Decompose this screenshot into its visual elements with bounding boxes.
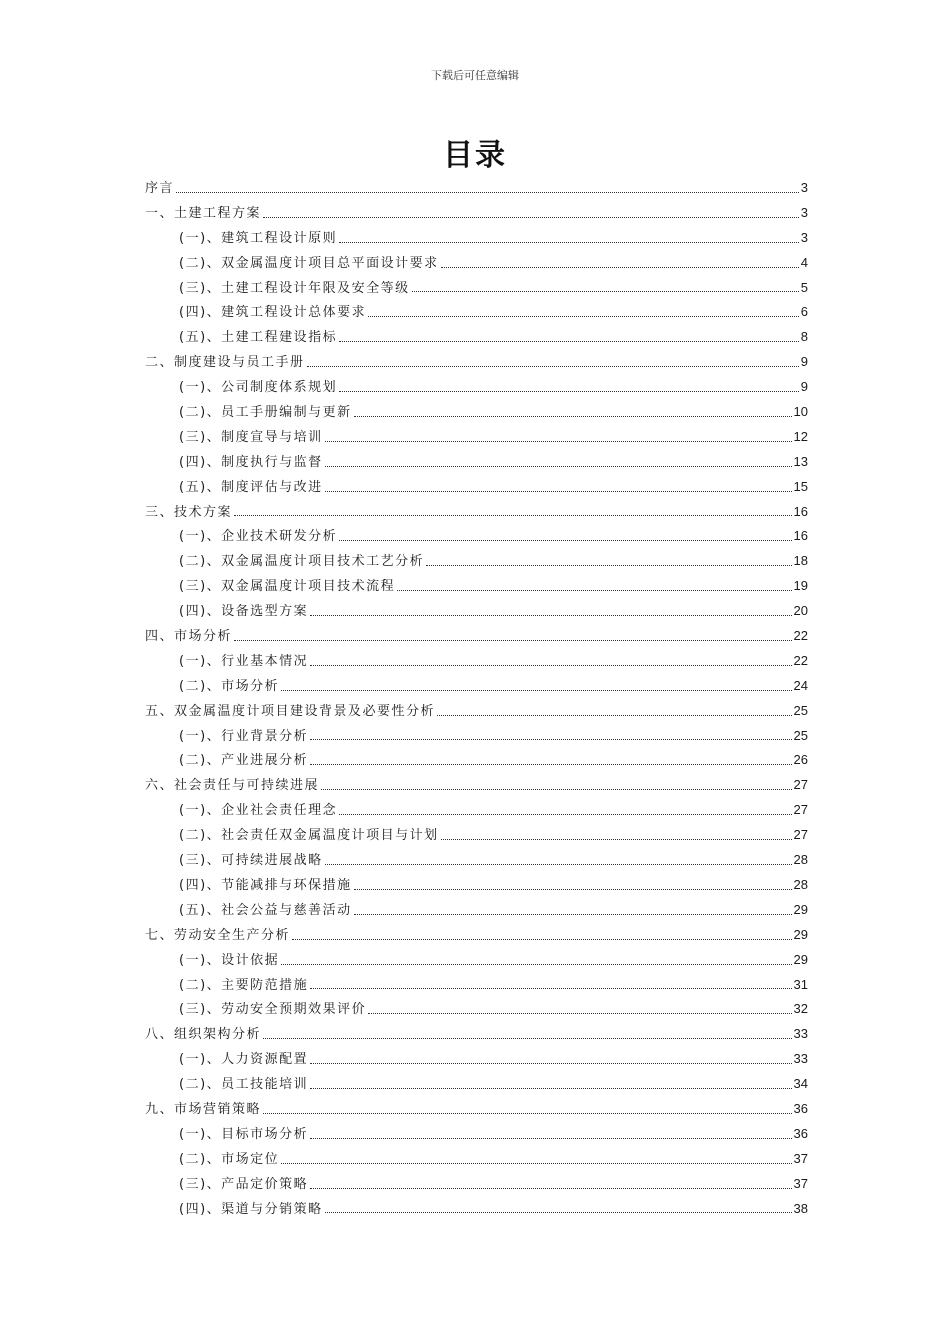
toc-entry[interactable] — [145, 724, 808, 749]
toc-entry[interactable] — [145, 549, 808, 574]
toc-entry-label: 五、双金属温度计项目建设背景及必要性分析 — [145, 703, 436, 719]
toc-entry-label: (四)、节能减排与环保措施 — [179, 877, 352, 893]
toc-entry-label: (三)、产品定价策略 — [179, 1176, 309, 1192]
toc-entry-label: (一)、企业技术研发分析 — [179, 529, 338, 545]
toc-entry-label: (二)、双金属温度计项目技术工艺分析 — [179, 554, 425, 570]
toc-dot-leader — [310, 987, 791, 989]
toc-dot-leader — [310, 664, 791, 666]
toc-entry-page-number: 28 — [793, 852, 808, 868]
toc-entry-label: (一)、设计依据 — [179, 952, 280, 968]
toc-entry-label: 三、技术方案 — [145, 504, 233, 520]
toc-entry-label: (一)、企业社会责任理念 — [179, 803, 338, 819]
toc-entry-page-number: 37 — [793, 1150, 808, 1166]
toc-dot-leader — [426, 564, 791, 566]
toc-dot-leader — [339, 340, 799, 342]
toc-entry[interactable] — [145, 1197, 808, 1222]
toc-dot-leader — [234, 514, 792, 516]
toc-entry-label: (二)、主要防范措施 — [179, 977, 309, 993]
toc-entry[interactable] — [145, 1097, 808, 1122]
toc-entry-page-number: 36 — [793, 1100, 808, 1116]
toc-entry-label: (二)、员工技能培训 — [179, 1077, 309, 1093]
toc-entry-page-number: 13 — [793, 453, 808, 469]
toc-entry-page-number: 3 — [800, 229, 808, 245]
toc-entry-page-number: 10 — [793, 404, 808, 420]
toc-dot-leader — [176, 191, 799, 193]
toc-entry[interactable] — [145, 1047, 808, 1072]
toc-entry-page-number: 20 — [793, 603, 808, 619]
toc-dot-leader — [354, 913, 792, 915]
toc-entry-page-number: 29 — [793, 901, 808, 917]
toc-dot-leader — [292, 938, 792, 940]
toc-entry[interactable] — [145, 425, 808, 450]
toc-entry-page-number: 28 — [793, 876, 808, 892]
toc-entry-label: (一)、目标市场分析 — [179, 1126, 309, 1142]
toc-entry[interactable] — [145, 873, 808, 898]
toc-entry-page-number: 29 — [793, 951, 808, 967]
toc-entry-label: (二)、市场分析 — [179, 678, 280, 694]
toc-dot-leader — [310, 763, 791, 765]
toc-entry-label: 四、市场分析 — [145, 629, 233, 645]
toc-entry[interactable] — [145, 201, 808, 226]
toc-entry[interactable] — [145, 251, 808, 276]
toc-entry-label: (一)、公司制度体系规划 — [179, 380, 338, 396]
toc-entry-page-number: 32 — [793, 1001, 808, 1017]
toc-entry-page-number: 27 — [793, 802, 808, 818]
toc-dot-leader — [437, 714, 792, 716]
table-of-contents — [145, 176, 808, 1221]
toc-entry-label: (五)、土建工程建设指标 — [179, 330, 338, 346]
toc-entry[interactable] — [145, 300, 808, 325]
toc-entry[interactable] — [145, 1122, 808, 1147]
toc-dot-leader — [339, 813, 791, 815]
toc-entry-label: (三)、双金属温度计项目技术流程 — [179, 579, 396, 595]
toc-entry[interactable] — [145, 948, 808, 973]
toc-entry[interactable] — [145, 748, 808, 773]
toc-entry-label: 一、土建工程方案 — [145, 205, 262, 221]
toc-dot-leader — [441, 266, 799, 268]
toc-entry-page-number: 16 — [793, 528, 808, 544]
toc-dot-leader — [234, 639, 792, 641]
toc-entry-label: (四)、设备选型方案 — [179, 604, 309, 620]
toc-entry-label: (二)、员工手册编制与更新 — [179, 405, 352, 421]
toc-dot-leader — [310, 614, 791, 616]
toc-dot-leader — [263, 216, 799, 218]
toc-dot-leader — [310, 1187, 791, 1189]
toc-entry-page-number: 24 — [793, 677, 808, 693]
toc-entry[interactable] — [145, 923, 808, 948]
toc-entry[interactable] — [145, 574, 808, 599]
toc-entry-page-number: 38 — [793, 1200, 808, 1216]
toc-dot-leader — [325, 1211, 792, 1213]
toc-dot-leader — [281, 1162, 791, 1164]
toc-entry-page-number: 37 — [793, 1175, 808, 1191]
toc-dot-leader — [441, 838, 792, 840]
toc-entry-page-number: 9 — [800, 379, 808, 395]
toc-dot-leader — [310, 738, 791, 740]
toc-entry[interactable] — [145, 798, 808, 823]
toc-entry-page-number: 18 — [793, 553, 808, 569]
toc-dot-leader — [321, 788, 792, 790]
toc-entry-page-number: 19 — [793, 578, 808, 594]
toc-dot-leader — [310, 1087, 791, 1089]
toc-entry-page-number: 34 — [793, 1076, 808, 1092]
toc-dot-leader — [310, 1137, 791, 1139]
toc-dot-leader — [263, 1037, 792, 1039]
toc-entry[interactable] — [145, 276, 808, 301]
toc-dot-leader — [307, 365, 799, 367]
toc-entry[interactable] — [145, 375, 808, 400]
toc-entry[interactable] — [145, 848, 808, 873]
toc-entry-label: (三)、制度宣导与培训 — [179, 429, 323, 445]
toc-entry-label: (四)、渠道与分销策略 — [179, 1201, 323, 1217]
toc-entry-page-number: 5 — [800, 279, 808, 295]
toc-entry[interactable] — [145, 599, 808, 624]
toc-dot-leader — [412, 290, 799, 292]
toc-entry[interactable] — [145, 524, 808, 549]
toc-entry-page-number: 16 — [793, 503, 808, 519]
toc-dot-leader — [368, 1012, 791, 1014]
toc-entry[interactable] — [145, 624, 808, 649]
page-title: 目录 — [443, 138, 507, 173]
toc-entry-label: (五)、制度评估与改进 — [179, 479, 323, 495]
toc-entry-page-number: 9 — [800, 354, 808, 370]
toc-dot-leader — [325, 863, 792, 865]
toc-entry-label: (五)、社会公益与慈善活动 — [179, 902, 352, 918]
toc-entry-page-number: 8 — [800, 329, 808, 345]
toc-entry[interactable] — [145, 400, 808, 425]
toc-entry[interactable] — [145, 450, 808, 475]
toc-entry-page-number: 22 — [793, 652, 808, 668]
header-note: 下载后可任意编辑 — [431, 69, 519, 82]
toc-dot-leader — [310, 1062, 791, 1064]
toc-entry[interactable] — [145, 898, 808, 923]
toc-entry-page-number: 25 — [793, 702, 808, 718]
toc-entry-page-number: 27 — [793, 777, 808, 793]
toc-entry[interactable] — [145, 699, 808, 724]
toc-entry-page-number: 3 — [800, 180, 808, 195]
toc-entry-label: 二、制度建设与员工手册 — [145, 355, 305, 371]
toc-entry-page-number: 12 — [793, 428, 808, 444]
toc-entry-page-number: 15 — [793, 478, 808, 494]
toc-entry-page-number: 31 — [793, 976, 808, 992]
toc-dot-leader — [339, 241, 799, 243]
toc-dot-leader — [325, 440, 792, 442]
toc-dot-leader — [368, 315, 799, 317]
toc-entry-label: (一)、建筑工程设计原则 — [179, 230, 338, 246]
toc-entry-label: 八、组织架构分析 — [145, 1027, 262, 1043]
toc-entry-label: 九、市场营销策略 — [145, 1101, 262, 1117]
toc-entry-page-number: 33 — [793, 1026, 808, 1042]
toc-entry-label: (三)、可持续进展战略 — [179, 853, 323, 869]
toc-entry-page-number: 26 — [793, 752, 808, 768]
toc-dot-leader — [325, 490, 792, 492]
toc-entry-label: (二)、市场定位 — [179, 1151, 280, 1167]
toc-entry-label: 序言 — [145, 181, 175, 196]
toc-entry-page-number: 36 — [793, 1125, 808, 1141]
toc-entry[interactable] — [145, 500, 808, 525]
toc-dot-leader — [339, 390, 799, 392]
toc-entry[interactable] — [145, 1022, 808, 1047]
toc-entry[interactable] — [145, 1172, 808, 1197]
toc-entry[interactable] — [145, 475, 808, 500]
toc-entry-page-number: 25 — [793, 727, 808, 743]
toc-entry-label: (二)、产业进展分析 — [179, 753, 309, 769]
toc-entry-label: (四)、建筑工程设计总体要求 — [179, 305, 367, 321]
toc-entry[interactable] — [145, 350, 808, 375]
toc-entry[interactable] — [145, 176, 808, 201]
toc-entry[interactable] — [145, 973, 808, 998]
toc-entry[interactable] — [145, 226, 808, 251]
toc-entry-label: 七、劳动安全生产分析 — [145, 927, 291, 943]
toc-entry-page-number: 3 — [800, 204, 808, 220]
toc-dot-leader — [354, 415, 792, 417]
toc-entry[interactable] — [145, 823, 808, 848]
toc-entry-label: 六、社会责任与可持续进展 — [145, 778, 320, 794]
toc-entry[interactable] — [145, 997, 808, 1022]
toc-dot-leader — [339, 539, 791, 541]
toc-dot-leader — [263, 1112, 792, 1114]
toc-dot-leader — [397, 589, 791, 591]
toc-entry[interactable] — [145, 325, 808, 350]
toc-entry-label: (三)、土建工程设计年限及安全等级 — [179, 280, 410, 296]
toc-dot-leader — [354, 888, 792, 890]
toc-entry-label: (三)、劳动安全预期效果评价 — [179, 1002, 367, 1018]
toc-entry-label: (二)、双金属温度计项目总平面设计要求 — [179, 255, 439, 271]
toc-entry[interactable] — [145, 649, 808, 674]
toc-entry[interactable] — [145, 674, 808, 699]
toc-entry[interactable] — [145, 1147, 808, 1172]
toc-entry[interactable] — [145, 1072, 808, 1097]
toc-entry-label: (二)、社会责任双金属温度计项目与计划 — [179, 828, 439, 844]
toc-entry-label: (一)、人力资源配置 — [179, 1052, 309, 1068]
toc-entry-page-number: 6 — [800, 304, 808, 320]
toc-entry-label: (一)、行业背景分析 — [179, 728, 309, 744]
toc-entry-page-number: 27 — [793, 827, 808, 843]
toc-dot-leader — [281, 689, 791, 691]
toc-entry-label: (四)、制度执行与监督 — [179, 454, 323, 470]
toc-entry-page-number: 4 — [800, 254, 808, 270]
toc-entry-page-number: 22 — [793, 628, 808, 644]
toc-entry-page-number: 29 — [793, 926, 808, 942]
toc-entry[interactable] — [145, 773, 808, 798]
toc-entry-page-number: 33 — [793, 1051, 808, 1067]
toc-dot-leader — [325, 465, 792, 467]
toc-dot-leader — [281, 963, 791, 965]
toc-entry-label: (一)、行业基本情况 — [179, 653, 309, 669]
